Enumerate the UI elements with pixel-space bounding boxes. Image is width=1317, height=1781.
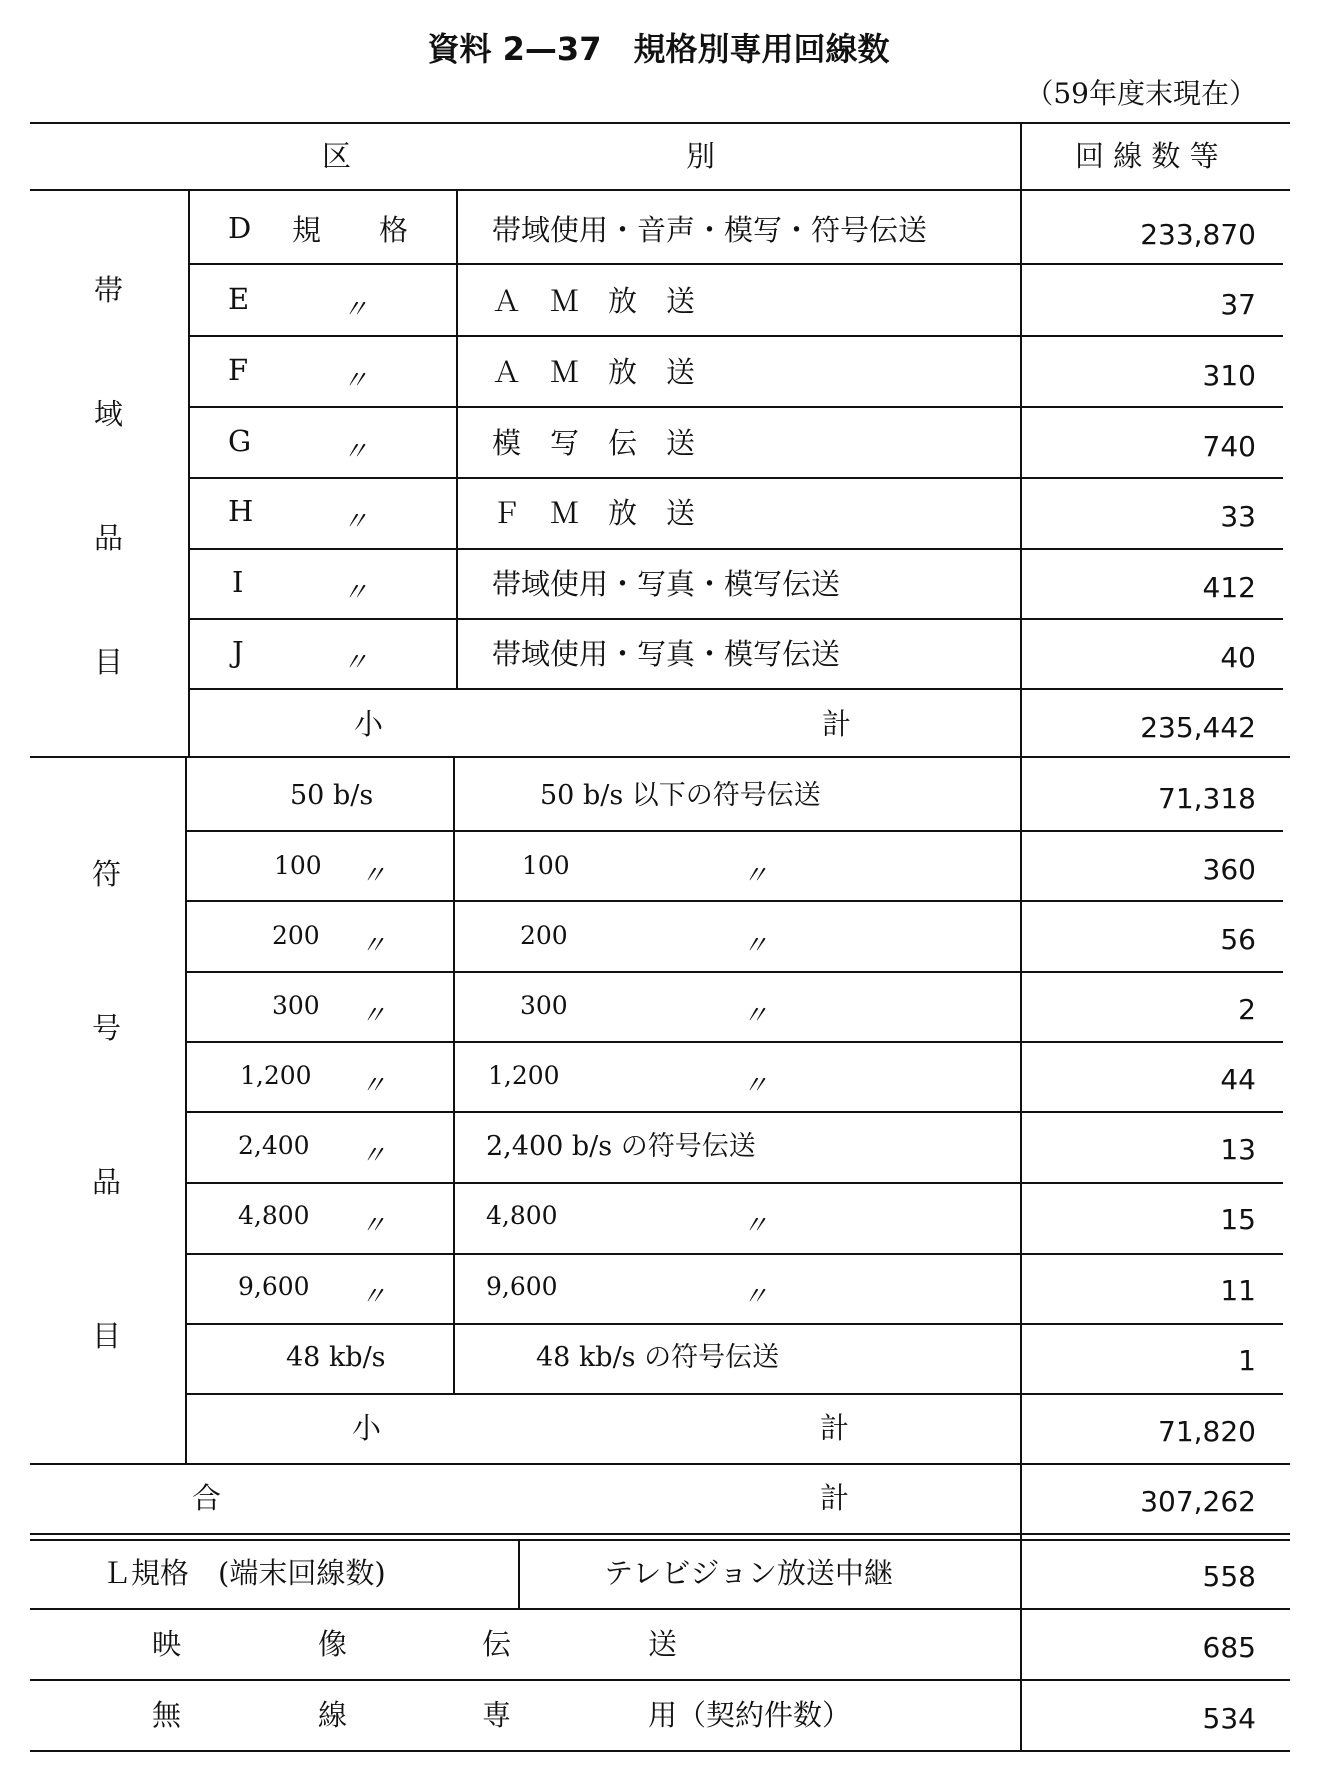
line-count: 233,870 (1140, 218, 1256, 251)
line-count: 534 (1202, 1702, 1256, 1735)
speed: 1,200 (240, 1061, 312, 1090)
ditto-mark: 〃 (342, 507, 369, 537)
standard-code: I (232, 565, 244, 599)
ditto-mark: 〃 (360, 1001, 387, 1031)
subtotal-value: 235,442 (1140, 711, 1256, 744)
speed: 200 (272, 921, 320, 950)
use-description: 9,600 (486, 1272, 558, 1301)
speed: 50 b/s (290, 780, 374, 811)
line-count: 360 (1202, 853, 1256, 886)
ditto-mark: 〃 (742, 861, 769, 891)
ditto-mark: 〃 (342, 366, 369, 396)
ditto-mark: 〃 (342, 578, 369, 608)
use-description: Ａ Ｍ 放 送 (492, 284, 696, 318)
header-class-right: 別 (686, 139, 716, 173)
speed: 300 (272, 991, 320, 1020)
line-count: 44 (1220, 1063, 1256, 1096)
standard-code: E (228, 282, 250, 316)
ditto-mark: 〃 (342, 648, 369, 678)
line-count: 740 (1202, 430, 1256, 463)
line-count: 33 (1220, 500, 1256, 533)
page-title: 資料 2—37 規格別専用回線数 (427, 30, 890, 68)
use-description: 200 (520, 921, 568, 950)
speed: 4,800 (238, 1201, 310, 1230)
line-count: 558 (1202, 1560, 1256, 1593)
header-class-left: 区 (322, 139, 352, 173)
standard-code: G (228, 424, 252, 458)
line-count: 37 (1220, 288, 1256, 321)
ditto-mark: 〃 (360, 861, 387, 891)
header-count: 回 線 数 等 (1075, 139, 1219, 173)
use-description: 模 写 伝 送 (492, 426, 696, 460)
speed: 2,400 (238, 1131, 310, 1160)
use-description: 2,400 b/s の符号伝送 (486, 1131, 756, 1162)
ditto-mark: 〃 (360, 1141, 387, 1171)
ditto-mark: 〃 (360, 1211, 387, 1241)
use-description: 帯域使用・音声・模写・符号伝送 (492, 213, 928, 247)
subtotal-value: 71,820 (1158, 1415, 1256, 1448)
use-description: Ａ Ｍ 放 送 (492, 355, 696, 389)
line-count: 15 (1220, 1203, 1256, 1236)
standard-code: F (228, 353, 249, 387)
line-count: 11 (1220, 1274, 1256, 1307)
ditto-mark: 〃 (742, 1211, 769, 1241)
use-description: Ｆ Ｍ 放 送 (492, 496, 696, 530)
use-description: 50 b/s 以下の符号伝送 (540, 780, 821, 811)
standard-label: 規 格 (292, 213, 409, 247)
use-description: 帯域使用・写真・模写伝送 (492, 567, 841, 601)
ditto-mark: 〃 (342, 437, 369, 467)
use-description: テレビジョン放送中継 (604, 1556, 893, 1590)
as-of-note: （59年度末現在） (1025, 77, 1257, 110)
row-label: Ｌ規格 (端末回線数) (102, 1556, 386, 1590)
use-description: 1,200 (488, 1061, 560, 1090)
line-count: 56 (1220, 923, 1256, 956)
ditto-mark: 〃 (342, 295, 369, 325)
speed: 9,600 (238, 1272, 310, 1301)
ditto-mark: 〃 (360, 1282, 387, 1312)
line-count: 412 (1202, 571, 1256, 604)
use-description: 48 kb/s の符号伝送 (536, 1342, 780, 1373)
line-count: 310 (1202, 359, 1256, 392)
line-count: 1 (1238, 1344, 1256, 1377)
standard-code: H (228, 494, 254, 528)
line-count: 2 (1238, 993, 1256, 1026)
ditto-mark: 〃 (742, 1001, 769, 1031)
ditto-mark: 〃 (742, 1071, 769, 1101)
line-count: 13 (1220, 1133, 1256, 1166)
standard-code: J (232, 635, 244, 669)
ditto-mark: 〃 (360, 931, 387, 961)
ditto-mark: 〃 (360, 1071, 387, 1101)
use-description: 300 (520, 991, 568, 1020)
line-count: 685 (1202, 1631, 1256, 1664)
use-description: 帯域使用・写真・模写伝送 (492, 637, 841, 671)
ditto-mark: 〃 (742, 931, 769, 961)
use-description: 100 (522, 851, 570, 880)
speed: 48 kb/s (286, 1342, 386, 1373)
line-count: 71,318 (1158, 782, 1256, 815)
standard-code: D (228, 211, 252, 245)
total-value: 307,262 (1140, 1485, 1256, 1518)
use-description: 4,800 (486, 1201, 558, 1230)
ditto-mark: 〃 (742, 1282, 769, 1312)
speed: 100 (274, 851, 322, 880)
line-count: 40 (1220, 641, 1256, 674)
